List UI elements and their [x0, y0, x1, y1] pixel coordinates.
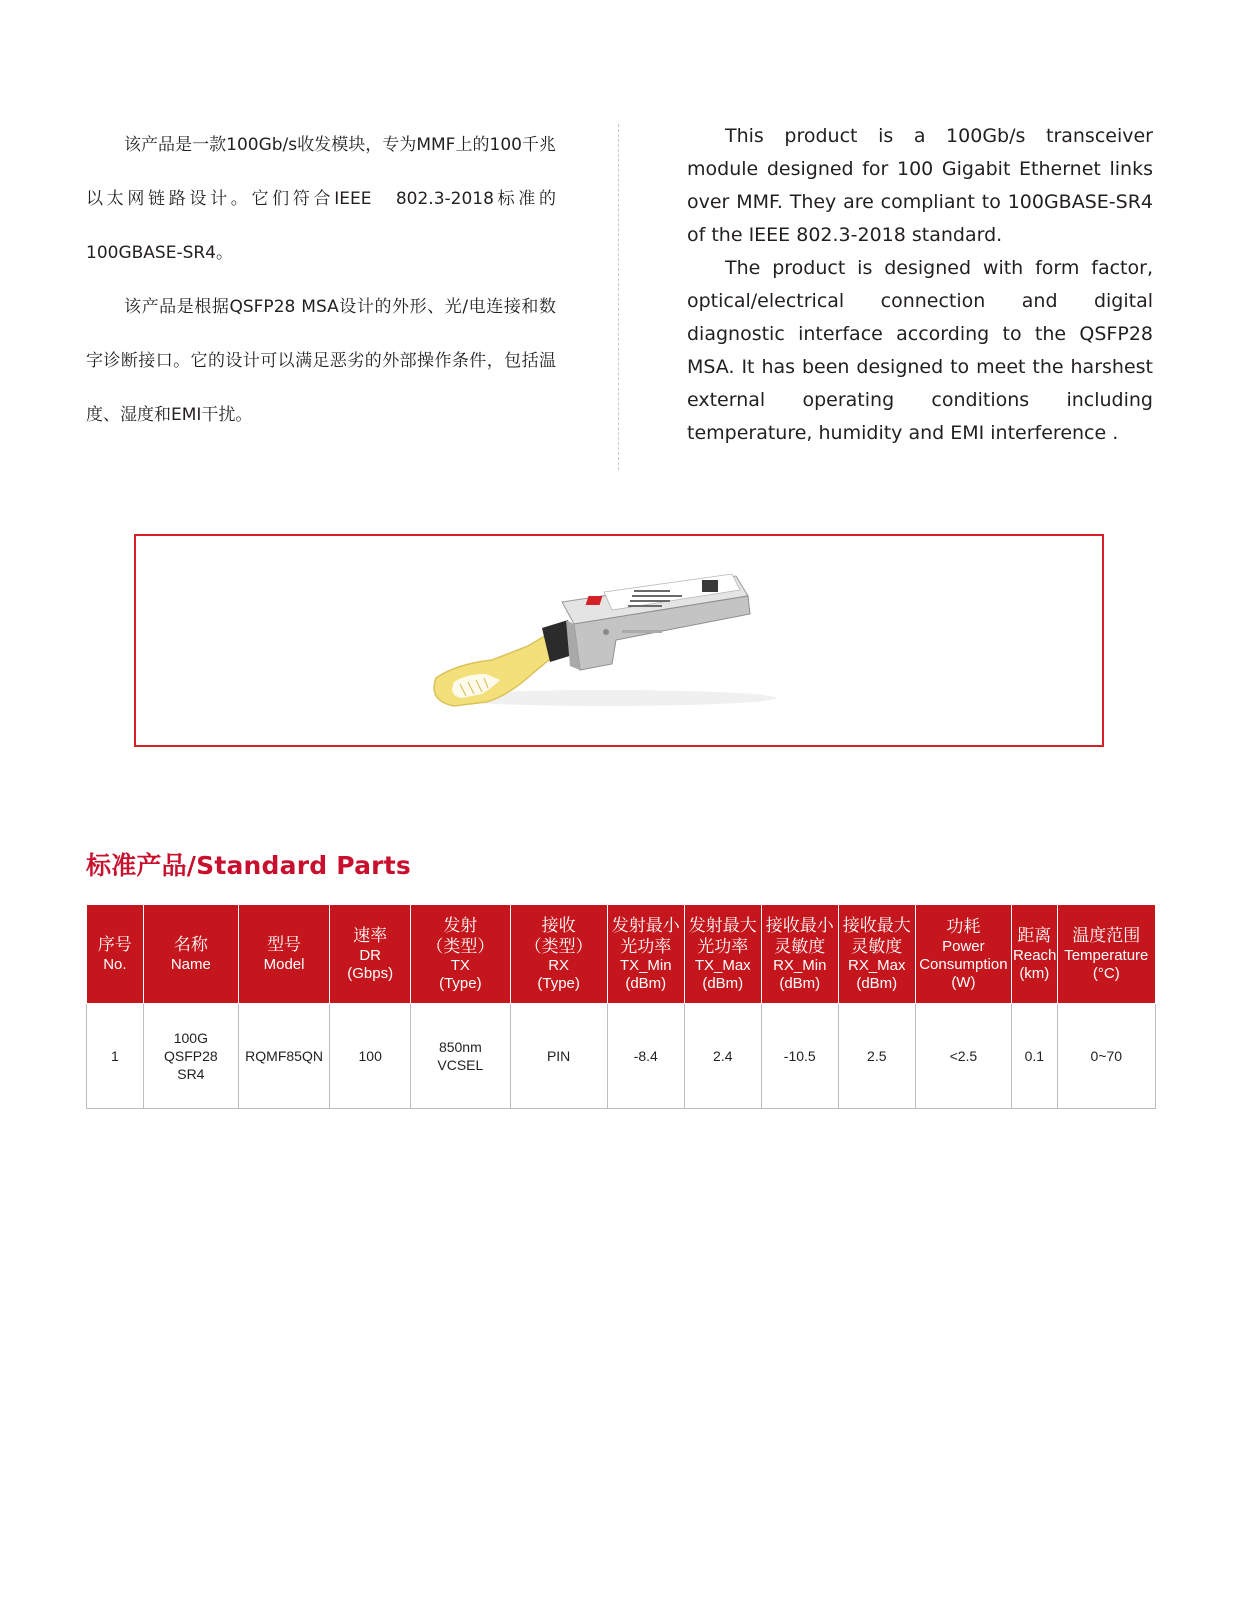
cell-rx-max: 2.5 [838, 1004, 915, 1109]
cell-no: 1 [87, 1004, 144, 1109]
header-model: 型号 Model [238, 905, 329, 1004]
header-tx-max: 发射最大 光功率 TX_Max (dBm) [684, 905, 761, 1004]
header-power: 功耗 Power Consumption (W) [915, 905, 1011, 1004]
table-row [87, 1004, 1156, 1109]
cell-model: RQMF85QN [238, 1004, 329, 1109]
header-tx-min: 发射最小 光功率 TX_Min (dBm) [607, 905, 684, 1004]
header-rx-min: 接收最小 灵敏度 RX_Min (dBm) [761, 905, 838, 1004]
intro-section [86, 118, 1154, 473]
header-reach: 距离 Reach (km) [1012, 905, 1058, 1004]
cell-reach: 0.1 [1012, 1004, 1058, 1109]
header-tx-type: 发射 （类型） TX (Type) [411, 905, 510, 1004]
cell-rx-min: -10.5 [761, 1004, 838, 1109]
header-name: 名称 Name [143, 905, 238, 1004]
column-divider [618, 124, 619, 470]
cell-tx-min: -8.4 [607, 1004, 684, 1109]
header-data-rate: 速率 DR (Gbps) [330, 905, 411, 1004]
header-rx-type: 接收 （类型） RX (Type) [510, 905, 607, 1004]
header-temperature: 温度范围 Temperature (°C) [1057, 905, 1155, 1004]
header-no: 序号 No. [87, 905, 144, 1004]
intro-en-paragraph-1: This product is a 100Gb/s transceiver module designed for 100 Gigabit Ethernet links over MMF. They are compliant to 100GBASE-SR4 of the IEEE 802.3-2018 standard. [687, 125, 1153, 246]
intro-cn-paragraph-2: 该产品是根据QSFP28 MSA设计的外形、光/电连接和数字诊断接口。它的设计可以满足恶劣的外部操作条件，包括温度、湿度和EMI干扰。 [86, 297, 556, 425]
cell-tx-max: 2.4 [684, 1004, 761, 1109]
qsfp28-module-illustration [136, 536, 1102, 745]
cell-temperature: 0~70 [1057, 1004, 1155, 1109]
intro-cn-paragraph-1: 该产品是一款100Gb/s收发模块，专为MMF上的100千兆以太网链路设计。它们符合IEEE 802.3-2018标准的100GBASE-SR4。 [86, 135, 556, 263]
intro-english-column [687, 120, 1153, 450]
section-title-standard-parts: 标准产品/Standard Parts [86, 851, 411, 880]
intro-chinese-column [86, 118, 556, 442]
header-rx-max: 接收最大 灵敏度 RX_Max (dBm) [838, 905, 915, 1004]
cell-name: 100G QSFP28 SR4 [143, 1004, 238, 1109]
product-image-frame [134, 534, 1104, 747]
cell-tx-type: 850nm VCSEL [411, 1004, 510, 1109]
cell-power: <2.5 [915, 1004, 1011, 1109]
table-header-row [87, 905, 1156, 1004]
cell-data-rate: 100 [330, 1004, 411, 1109]
cell-rx-type: PIN [510, 1004, 607, 1109]
intro-en-paragraph-2: The product is designed with form factor, optical/electrical connection and digital diagnostic interface according to the QSFP28 MSA. It has been designed to meet the harshest external operating conditions including temperature, humidity and EMI interference . [687, 257, 1153, 444]
standard-parts-table [86, 904, 1156, 1109]
